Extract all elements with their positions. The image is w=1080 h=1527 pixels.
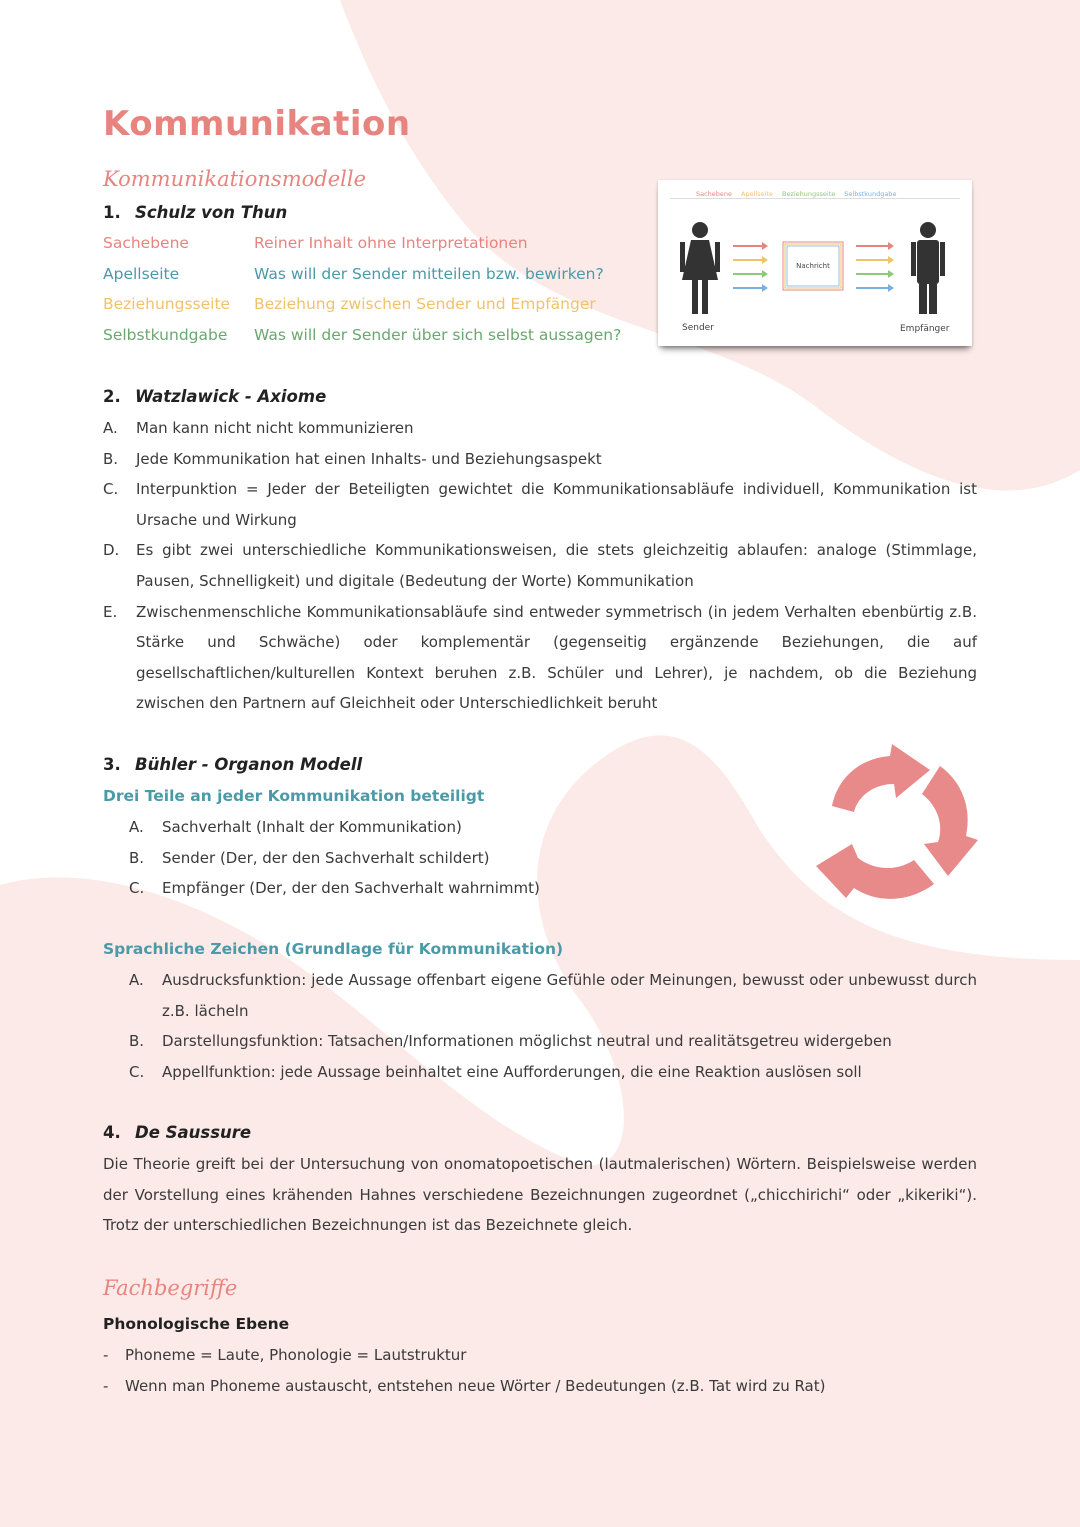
heading-number: 2. xyxy=(103,387,121,406)
heading-text: Bühler - Organon Modell xyxy=(135,755,363,774)
diagram-header-label: Selbstkundgabe xyxy=(844,190,897,198)
schulz-description: Beziehung zwischen Sender und Empfänger xyxy=(254,295,596,314)
schulz-term: Apellseite xyxy=(103,264,180,283)
saussure-heading xyxy=(103,1123,251,1142)
diagram-arrowhead xyxy=(762,242,768,250)
list-item xyxy=(103,474,977,535)
schulz-term: Beziehungsseite xyxy=(103,295,231,314)
heading-number: 3. xyxy=(103,755,121,774)
list-marker: C. xyxy=(129,1062,145,1081)
axiom-list xyxy=(103,413,977,719)
list-marker: A. xyxy=(103,419,118,437)
list-item xyxy=(103,1371,977,1402)
list-text: Es gibt zwei unterschiedliche Kommunikationsweisen, die stets gleichzeitig ablaufen: analoge (Stimmlage, Pausen, Schnelligkeit) und digitale (Bedeutung der Worte) Kommunikation xyxy=(136,541,977,590)
schulz-description: Was will der Sender über sich selbst aussagen? xyxy=(254,326,622,345)
heading-number: 1. xyxy=(103,203,121,222)
terms-list xyxy=(103,1340,977,1401)
list-marker: C. xyxy=(103,480,119,499)
list-text: Appellfunktion: jede Aussage beinhaltet eine Aufforderungen, die eine Reaktion auslösen soll xyxy=(162,1062,862,1081)
diagram-arrowhead xyxy=(888,242,894,250)
list-item xyxy=(129,1026,977,1057)
list-item xyxy=(103,413,977,444)
heading-number: 4. xyxy=(103,1123,121,1142)
list-item xyxy=(103,1340,977,1371)
list-marker: - xyxy=(103,1346,109,1364)
list-item xyxy=(129,965,977,1026)
list-marker: - xyxy=(103,1376,109,1395)
heading-text: Schulz von Thun xyxy=(135,203,288,222)
buehler-subheading-parts: Drei Teile an jeder Kommunikation beteiligt xyxy=(103,787,485,805)
list-marker: D. xyxy=(103,541,120,560)
list-text: Empfänger (Der, der den Sachverhalt wahrnimmt) xyxy=(162,879,540,898)
diagram-arrowhead xyxy=(762,256,768,264)
list-marker: C. xyxy=(129,879,145,898)
list-marker: B. xyxy=(129,1032,145,1051)
terms-subheading: Phonologische Ebene xyxy=(103,1315,290,1333)
receiver-figure xyxy=(911,222,945,314)
schulz-heading xyxy=(103,203,287,222)
list-text: Zwischenmenschliche Kommunikationsabläufe sind entweder symmetrisch (in jedem Verhalten ebenbürtig z.B. Stärke und Schwäche) oder komplementär (gegenseitig ergänzende Beziehungen, die auf gesellschaftlichen/kulturellen Kontext beruhen z.B. Schüler und Lehrer), je nachdem, ob die Beziehung zwischen den Partnern auf Gleichheit oder Unterschiedlichkeit beruht xyxy=(136,602,977,713)
schulz-description: Reiner Inhalt ohne Interpretationen xyxy=(254,234,528,252)
heading-text: Watzlawick - Axiome xyxy=(135,387,327,406)
page-title: Kommunikation xyxy=(103,104,411,144)
list-marker: A. xyxy=(129,971,144,989)
list-text: Darstellungsfunktion: Tatsachen/Informationen möglichst neutral und realitätsgetreu widergeben xyxy=(162,1032,892,1051)
left-arrows xyxy=(733,242,768,292)
diagram-header-label: Apellseite xyxy=(741,190,773,198)
list-text: Sachverhalt (Inhalt der Kommunikation) xyxy=(162,818,462,836)
right-arrows xyxy=(856,242,894,292)
signs-list xyxy=(129,965,977,1087)
schulz-term: Sachebene xyxy=(103,234,189,252)
list-text: Ausdrucksfunktion: jede Aussage offenbart eigene Gefühle oder Meinungen, bewusst oder unbewusst durch z.B. lächeln xyxy=(162,971,977,1020)
list-text: Jede Kommunikation hat einen Inhalts- und Beziehungsaspekt xyxy=(136,449,602,468)
schulz-diagram xyxy=(658,180,972,346)
list-text: Wenn man Phoneme austauscht, entstehen neue Wörter / Bedeutungen (z.B. Tat wird zu Rat) xyxy=(125,1376,826,1395)
list-item xyxy=(129,1057,977,1088)
diagram-header-label: Beziehungsseite xyxy=(781,190,836,198)
section-heading-models: Kommunikationsmodelle xyxy=(103,167,366,191)
list-text: Phoneme = Laute, Phonologie = Lautstruktur xyxy=(125,1346,467,1364)
sender-figure xyxy=(680,222,720,314)
schulz-term: Selbstkundgabe xyxy=(103,326,228,345)
list-text: Interpunktion = Jeder der Beteiligten gewichtet die Kommunikationsabläufe individuell, Kommunikation ist Ursache und Wirkung xyxy=(136,480,977,529)
diagram-header-label: Sachebene xyxy=(696,190,733,198)
list-marker: E. xyxy=(103,602,118,621)
diagram-arrowhead xyxy=(888,256,894,264)
buehler-subheading-signs: Sprachliche Zeichen (Grundlage für Kommunikation) xyxy=(103,940,564,958)
heading-text: De Saussure xyxy=(135,1123,252,1142)
message-label: Nachricht xyxy=(796,262,830,270)
buehler-heading xyxy=(103,755,362,774)
list-item xyxy=(103,597,977,719)
list-marker: B. xyxy=(129,848,145,867)
list-item xyxy=(103,535,977,596)
list-item xyxy=(129,843,829,874)
list-marker: A. xyxy=(129,818,144,836)
list-item xyxy=(129,812,829,843)
section-heading-terms: Fachbegriffe xyxy=(103,1276,238,1300)
list-text: Man kann nicht nicht kommunizieren xyxy=(136,419,414,437)
receiver-label: Empfänger xyxy=(900,324,950,334)
list-text: Sender (Der, der den Sachverhalt schildert) xyxy=(162,848,490,867)
diagram-arrowhead xyxy=(762,270,768,278)
list-item xyxy=(103,444,977,475)
cycle-arrows-icon xyxy=(812,736,980,904)
watzlawick-heading xyxy=(103,387,326,406)
diagram-arrowhead xyxy=(762,284,768,292)
parts-list xyxy=(129,812,829,904)
schulz-description: Was will der Sender mitteilen bzw. bewirken? xyxy=(254,264,604,283)
list-item xyxy=(129,873,829,904)
diagram-arrowhead xyxy=(888,284,894,292)
saussure-text: Die Theorie greift bei der Untersuchung von onomatopoetischen (lautmalerischen) Wörtern. Beispielsweise werden der Vorstellung eines krähenden Hahnes verschiedene Bezeichnungen zugeordnet („chicchirichi“ oder „kikeriki“). Trotz der unterschiedlichen Bezeichnungen ist das Bezeichnete gleich. xyxy=(103,1155,977,1235)
diagram-arrowhead xyxy=(888,270,894,278)
list-marker: B. xyxy=(103,449,119,468)
sender-label: Sender xyxy=(682,323,714,333)
